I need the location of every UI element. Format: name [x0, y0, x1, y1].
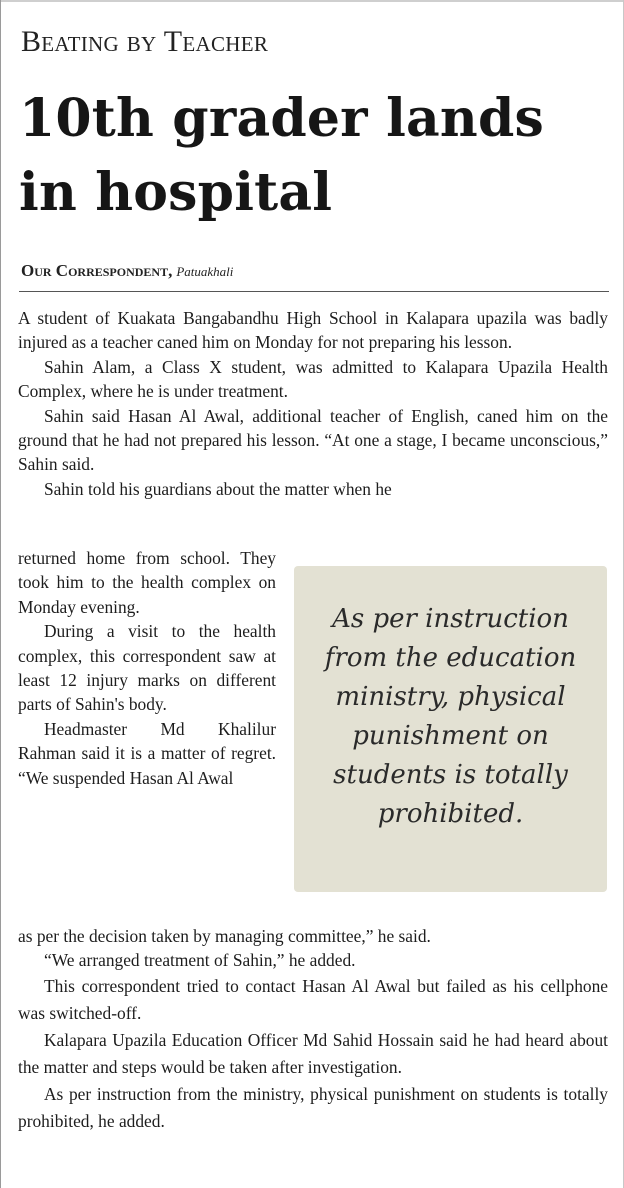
- paragraph: A student of Kuakata Bangabandhu High School in Kalapara upazila was badly injured as a teacher caned him on Monday for not preparing his lesson.: [18, 308, 608, 353]
- paragraph: “We arranged treatment of Sahin,” he added.: [44, 950, 356, 971]
- paragraph: As per instruction from the ministry, physical punishment on students is totally prohibited, he added.: [18, 1083, 608, 1131]
- article-headline: 10th grader lands in hospital: [19, 88, 544, 223]
- body-narrow-column: [18, 546, 276, 790]
- byline-name: Our Correspondent,: [21, 261, 173, 280]
- byline-rule: [19, 291, 609, 292]
- byline-place: Patuakhali: [176, 264, 234, 279]
- paragraph: Sahin said Hasan Al Awal, additional teacher of English, caned him on the ground that he had not prepared his lesson. “At one a stage, I became unconscious,” Sahin said.: [18, 405, 608, 475]
- pull-quote-box: [294, 566, 607, 892]
- article-kicker: Beating by Teacher: [21, 25, 269, 58]
- body-top: [18, 306, 608, 501]
- pull-quote-text: As per instruction from the education ministry, physical punishment on students is totally prohibited.: [324, 604, 577, 829]
- paragraph: This correspondent tried to contact Hasan Al Awal but failed as his cellphone was switched-off.: [18, 975, 608, 1023]
- paragraph: Headmaster Md Khalilur Rahman said it is a matter of regret. “We suspended Hasan Al Awal: [18, 718, 276, 788]
- byline: [21, 260, 233, 283]
- paragraph: Sahin told his guardians about the matter when he: [44, 478, 392, 499]
- paragraph: returned home from school. They took him to the health complex on Monday evening.: [18, 548, 276, 617]
- top-rule: [1, 0, 623, 2]
- paragraph: During a visit to the health complex, this correspondent saw at least 12 injury marks on different parts of Sahin's body.: [18, 621, 276, 715]
- paragraph: Sahin Alam, a Class X student, was admitted to Kalapara Upazila Health Complex, where he is under treatment.: [18, 356, 608, 402]
- body-bottom: [18, 924, 608, 1135]
- paragraph: as per the decision taken by managing committee,” he said.: [18, 926, 431, 946]
- paragraph: Kalapara Upazila Education Officer Md Sahid Hossain said he had heard about the matter and steps would be taken after investigation.: [18, 1029, 608, 1077]
